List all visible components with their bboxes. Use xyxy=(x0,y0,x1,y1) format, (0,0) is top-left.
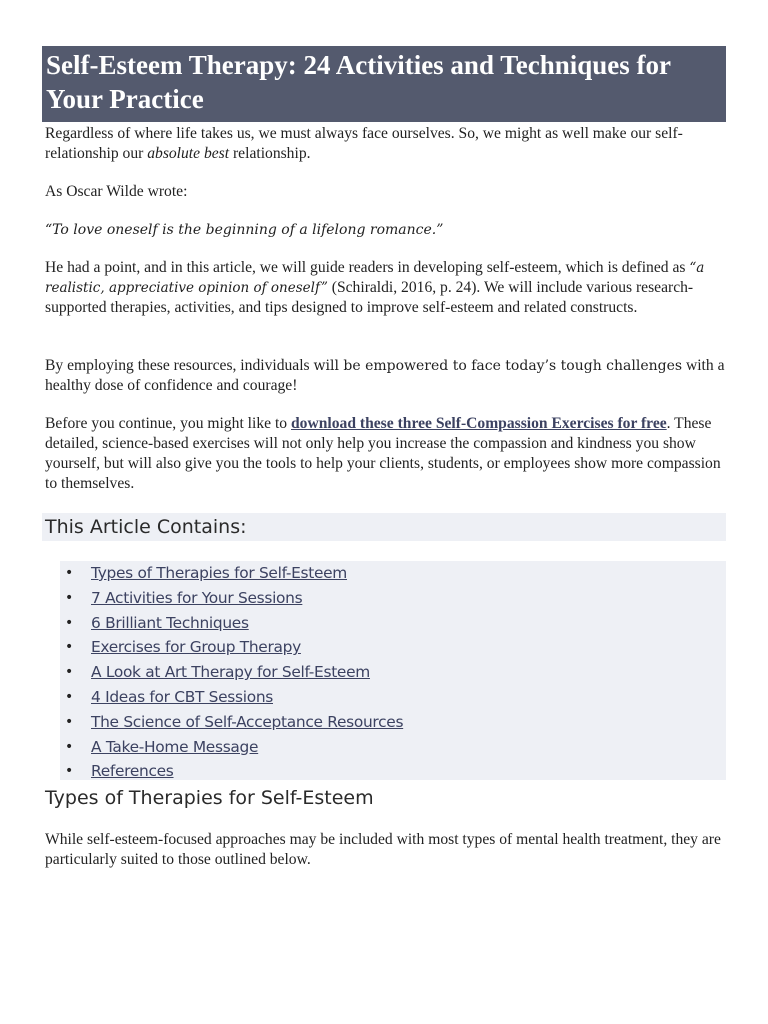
bullet-icon: • xyxy=(65,565,74,581)
text-span: will be empowered to face today’s tough challenges xyxy=(313,358,683,374)
toc-link[interactable]: The Science of Self-Acceptance Resources xyxy=(91,712,404,731)
text-span: relationship. xyxy=(229,145,311,162)
page-title: Self-Esteem Therapy: 24 Activities and Techniques for Your Practice xyxy=(46,50,671,114)
table-of-contents xyxy=(60,561,726,780)
bullet-icon: • xyxy=(65,614,74,631)
contents-header xyxy=(42,513,726,541)
text-span: . These detailed, science-based exercises will not only help you increase the compassion and kindness you show yourself, but will also give you the tools to help your clients, students, or employees show more compassion to themselves. xyxy=(45,415,721,492)
emphasis-text: absolute best xyxy=(147,145,230,162)
toc-link[interactable]: A Take-Home Message xyxy=(91,737,259,756)
toc-link[interactable]: 4 Ideas for CBT Sessions xyxy=(91,687,273,706)
toc-item xyxy=(60,735,726,760)
toc-item xyxy=(60,635,726,660)
toc-item xyxy=(60,561,726,586)
inline-quote: “a realistic, appreciative opinion of oneself” xyxy=(45,260,705,296)
download-exercises-link[interactable]: download these three Self-Compassion Exercises for free xyxy=(291,415,667,432)
title-banner xyxy=(42,46,726,122)
toc-link[interactable]: Types of Therapies for Self-Esteem xyxy=(91,564,348,582)
toc-link[interactable]: 7 Activities for Your Sessions xyxy=(91,588,303,607)
toc-link[interactable]: References xyxy=(91,762,174,781)
toc-item xyxy=(60,685,726,710)
contents-heading: This Article Contains: xyxy=(45,516,247,538)
bullet-icon: • xyxy=(65,639,74,656)
bullet-icon: • xyxy=(65,713,74,730)
intro-paragraph-3 xyxy=(45,258,735,318)
toc-item xyxy=(60,759,726,784)
toc-item xyxy=(60,611,726,636)
toc-list xyxy=(60,561,726,784)
text-span: Regardless of where life takes us, we must always face ourselves. So, we might as well make our self-relationship our xyxy=(45,125,683,162)
intro-paragraph-5 xyxy=(45,414,735,494)
toc-item xyxy=(60,586,726,611)
toc-link[interactable]: A Look at Art Therapy for Self-Esteem xyxy=(91,663,370,682)
wilde-quote: “To love oneself is the beginning of a lifelong romance.” xyxy=(45,222,444,238)
toc-link[interactable]: Exercises for Group Therapy xyxy=(91,638,301,657)
intro-paragraph-4 xyxy=(45,356,735,396)
text-span: (Schiraldi, 2016, p. 24). We will include various research-supported therapies, activities, and tips designed to improve self-esteem and related constructs. xyxy=(45,279,694,316)
text-span: He had a point, and in this article, we will guide readers in developing self-esteem, which is defined as xyxy=(45,259,690,276)
toc-item xyxy=(60,710,726,735)
bullet-icon: • xyxy=(65,738,74,755)
text-span: Before you continue, you might like to xyxy=(45,415,291,432)
toc-link[interactable]: 6 Brilliant Techniques xyxy=(91,613,249,632)
intro-paragraph-1 xyxy=(45,124,735,164)
bullet-icon: • xyxy=(65,664,74,681)
bullet-icon: • xyxy=(65,589,74,606)
bullet-icon: • xyxy=(65,763,74,780)
toc-item xyxy=(60,660,726,685)
bullet-icon: • xyxy=(65,688,74,705)
text-span: with a healthy dose of confidence and courage! xyxy=(45,357,725,394)
text-span: By employing these resources, individuals xyxy=(45,357,314,374)
intro-paragraph-2: As Oscar Wilde wrote: xyxy=(45,183,188,200)
section-heading: Types of Therapies for Self-Esteem xyxy=(45,787,374,809)
section-paragraph: While self-esteem-focused approaches may be included with most types of mental health treatment, they are particularly suited to those outlined below. xyxy=(45,831,721,868)
